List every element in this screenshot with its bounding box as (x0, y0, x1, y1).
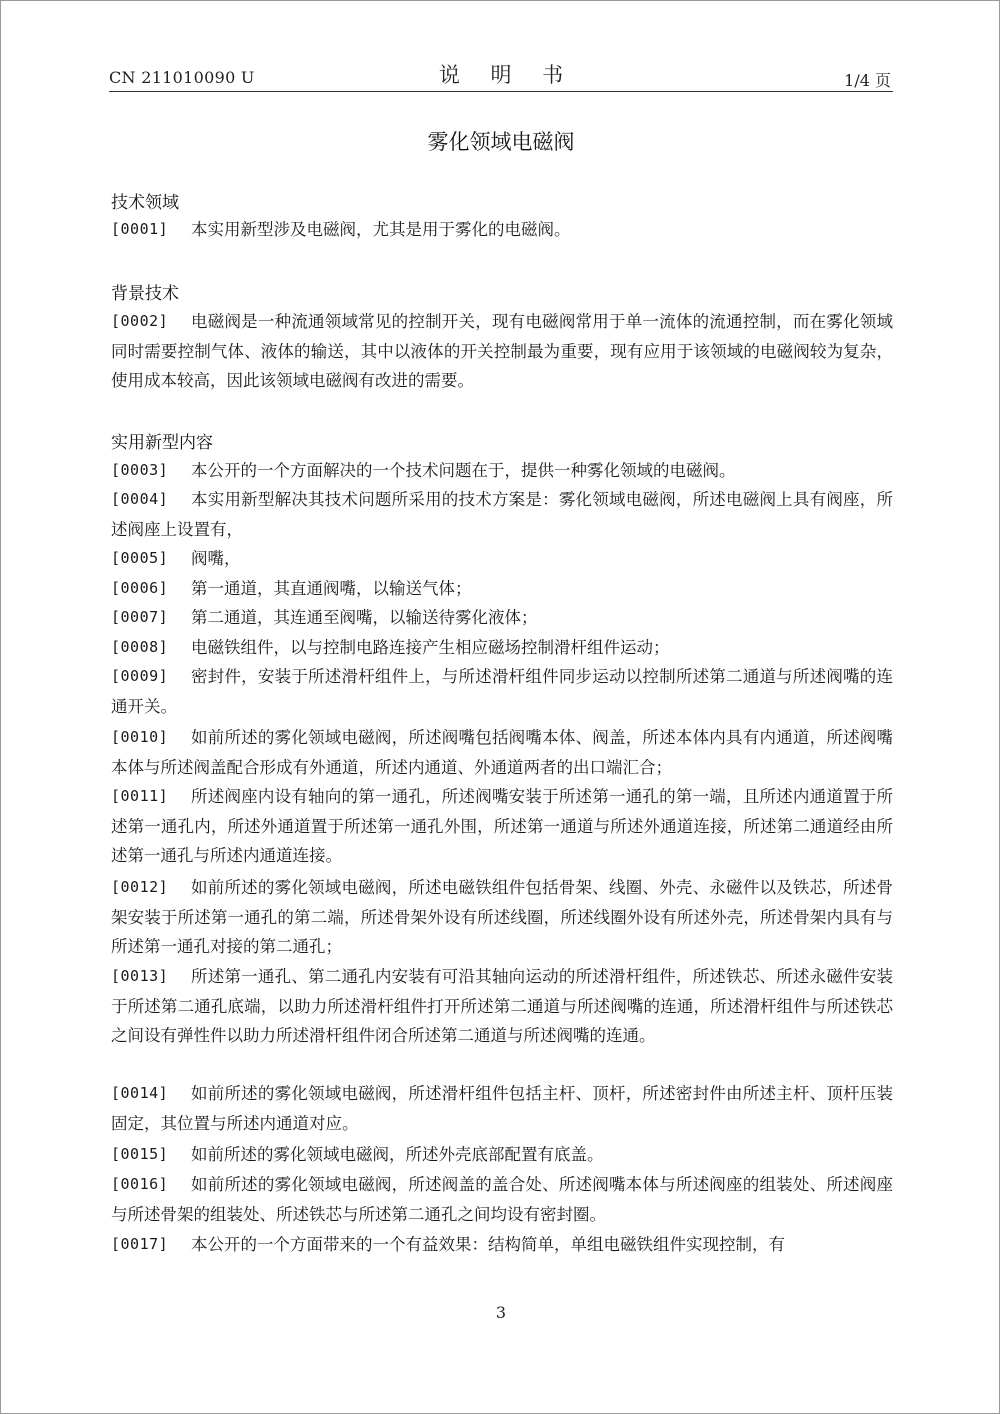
paragraph-text: 密封件，安装于所述滑杆组件上，与所述滑杆组件同步运动以控制所述第二通道与所述阀嘴的连通开关。 (111, 667, 893, 716)
document-type-heading: 说 明 书 (438, 63, 576, 87)
paragraph-number: [0008] (111, 638, 169, 656)
page-number-footer: 3 (495, 1303, 507, 1322)
paragraph-text: 如前所述的雾化领域电磁阀，所述阀盖的盖合处、所述阀嘴本体与所述阀座的组装处、所述阀座与所述骨架的组装处、所述铁芯与所述第二通孔之间均设有密封圈。 (111, 1175, 893, 1224)
paragraph-0004 (111, 485, 893, 544)
paragraph-number: [0015] (111, 1145, 169, 1163)
paragraph-number: [0006] (111, 579, 169, 597)
section-heading-technical-field: 技术领域 (111, 193, 179, 213)
paragraph-0009 (111, 662, 893, 721)
paragraph-0003 (111, 456, 893, 486)
paragraph-number: [0014] (111, 1084, 169, 1102)
paragraph-0008 (111, 633, 893, 663)
paragraph-0005 (111, 544, 893, 574)
paragraph-text: 本公开的一个方面解决的一个技术问题在于，提供一种雾化领域的电磁阀。 (191, 461, 736, 480)
document-title: 雾化领域电磁阀 (427, 130, 575, 154)
section-heading-background: 背景技术 (111, 284, 179, 304)
paragraph-number: [0011] (111, 787, 169, 805)
paragraph-number: [0001] (111, 220, 169, 238)
paragraph-0010 (111, 723, 893, 782)
paragraph-number: [0007] (111, 608, 169, 626)
paragraph-number: [0004] (111, 490, 169, 508)
paragraph-0013 (111, 962, 893, 1051)
paragraph-text: 所述阀座内设有轴向的第一通孔，所述阀嘴安装于所述第一通孔的第一端，且所述内通道置于所述第一通孔内，所述外通道置于所述第一通孔外围，所述第一通道与所述外通道连接，所述第二通道经由所述第一通孔与所述内通道连接。 (111, 787, 893, 865)
paragraph-number: [0009] (111, 667, 169, 685)
paragraph-number: [0002] (111, 312, 169, 330)
paragraph-0002 (111, 307, 893, 396)
paragraph-text: 所述第一通孔、第二通孔内安装有可沿其轴向运动的所述滑杆组件，所述铁芯、所述永磁件安装于所述第二通孔底端，以助力所述滑杆组件打开所述第二通道与所述阀嘴的连通，所述滑杆组件与所述铁芯之间设有弹性件以助力所述滑杆组件闭合所述第二通道与所述阀嘴的连通。 (111, 967, 893, 1045)
paragraph-text: 本实用新型解决其技术问题所采用的技术方案是：雾化领域电磁阀，所述电磁阀上具有阀座，所述阀座上设置有， (111, 490, 893, 539)
paragraph-text: 第一通道，其直通阀嘴，以输送气体； (191, 579, 472, 598)
paragraph-number: [0016] (111, 1175, 169, 1193)
paragraph-0001 (111, 215, 893, 245)
paragraph-0014 (111, 1079, 893, 1138)
paragraph-0006 (111, 574, 893, 604)
page-indicator: 1/4 页 (844, 71, 891, 90)
paragraph-0012 (111, 873, 893, 962)
paragraph-0011 (111, 782, 893, 871)
paragraph-0017 (111, 1230, 893, 1260)
paragraph-text: 电磁阀是一种流通领域常见的控制开关，现有电磁阀常用于单一流体的流通控制，而在雾化领域同时需要控制气体、液体的输送，其中以液体的开关控制最为重要，现有应用于该领域的电磁阀较为复杂，使用成本较高，因此该领域电磁阀有改进的需要。 (111, 312, 893, 390)
paragraph-number: [0005] (111, 549, 169, 567)
paragraph-number: [0017] (111, 1235, 169, 1253)
document-number: CN 211010090 U (109, 68, 255, 87)
paragraph-text: 如前所述的雾化领域电磁阀，所述阀嘴包括阀嘴本体、阀盖，所述本体内具有内通道，所述阀嘴本体与所述阀盖配合形成有外通道，所述内通道、外通道两者的出口端汇合； (111, 728, 893, 777)
paragraph-text: 本公开的一个方面带来的一个有益效果：结构简单，单组电磁铁组件实现控制，有 (191, 1235, 785, 1254)
paragraph-text: 如前所述的雾化领域电磁阀，所述滑杆组件包括主杆、顶杆，所述密封件由所述主杆、顶杆压装固定，其位置与所述内通道对应。 (111, 1084, 893, 1133)
paragraph-text: 如前所述的雾化领域电磁阀，所述电磁铁组件包括骨架、线圈、外壳、永磁件以及铁芯，所述骨架安装于所述第一通孔的第二端，所述骨架外设有所述线圈，所述线圈外设有所述外壳，所述骨架内具有与所述第一通孔对接的第二通孔； (111, 878, 893, 956)
section-heading-utility-model-content: 实用新型内容 (111, 433, 213, 453)
paragraph-text: 如前所述的雾化领域电磁阀，所述外壳底部配置有底盖。 (191, 1145, 604, 1164)
paragraph-text: 阀嘴， (191, 549, 241, 568)
paragraph-0007 (111, 603, 893, 633)
header-rule (109, 91, 893, 92)
paragraph-text: 本实用新型涉及电磁阀，尤其是用于雾化的电磁阀。 (191, 220, 571, 239)
paragraph-0015 (111, 1140, 893, 1170)
paragraph-number: [0010] (111, 728, 169, 746)
paragraph-text: 第二通道，其连通至阀嘴，以输送待雾化液体； (191, 608, 538, 627)
paragraph-0016 (111, 1170, 893, 1229)
paragraph-number: [0013] (111, 967, 169, 985)
paragraph-number: [0003] (111, 461, 169, 479)
paragraph-text: 电磁铁组件，以与控制电路连接产生相应磁场控制滑杆组件运动； (191, 638, 670, 657)
paragraph-number: [0012] (111, 878, 169, 896)
